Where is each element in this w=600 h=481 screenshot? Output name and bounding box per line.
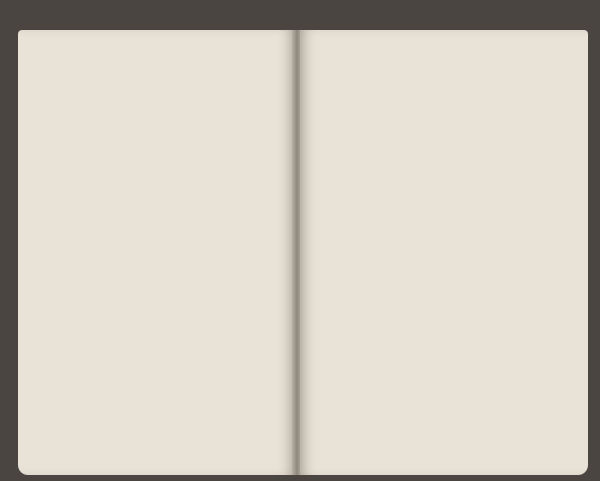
toc-left: [30, 58, 280, 435]
right-page: [300, 30, 588, 475]
open-book: [18, 30, 588, 475]
left-page: [18, 30, 294, 475]
toc-right: [314, 58, 576, 435]
